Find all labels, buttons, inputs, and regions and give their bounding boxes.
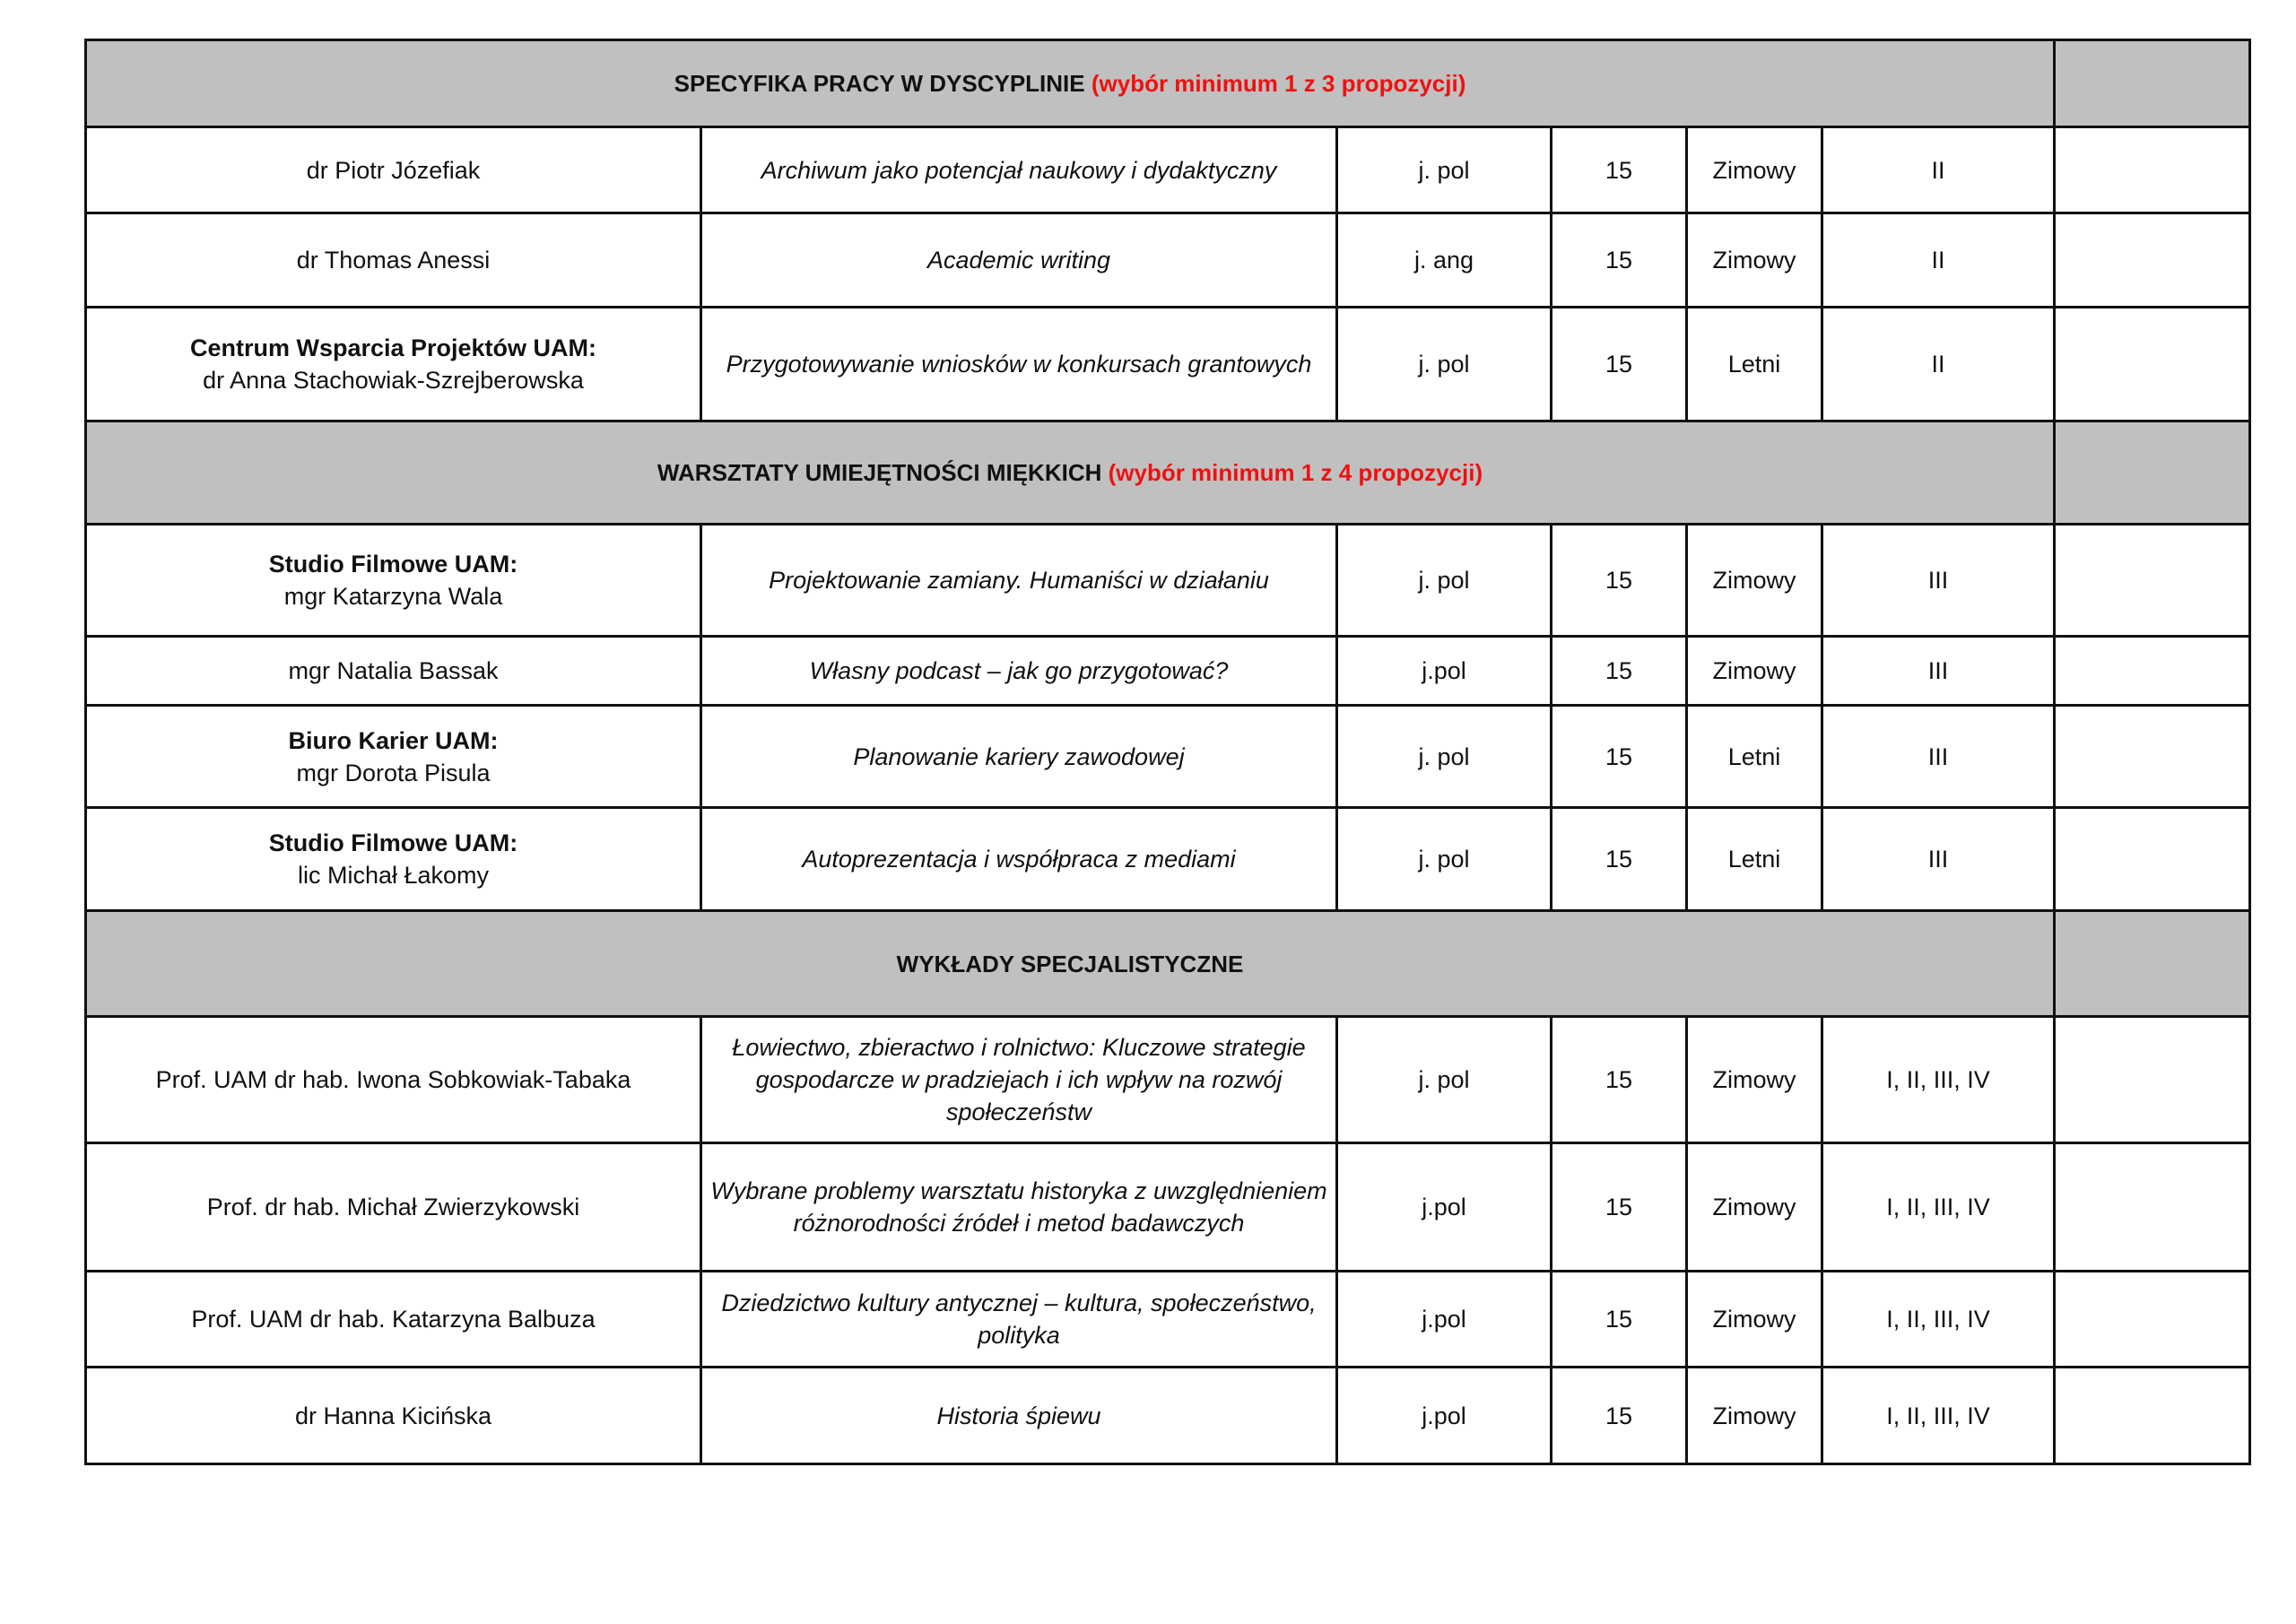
teacher-name: mgr Katarzyna Wala [283, 583, 503, 610]
hours-cell: 15 [1552, 637, 1687, 706]
extra-cell [2055, 213, 2250, 308]
language-cell: j.pol [1337, 1272, 1552, 1368]
table-row [86, 127, 2250, 213]
section-header-extra-cell [2055, 40, 2250, 127]
section-title: SPECYFIKA PRACY W DYSCYPLINIE [674, 70, 1085, 97]
table-row [86, 213, 2250, 308]
year-cell: III [1822, 637, 2055, 706]
hours-cell: 15 [1552, 808, 1687, 911]
section-header-extra-cell [2055, 421, 2250, 525]
teacher-name: dr Thomas Anessi [296, 247, 491, 274]
organization-name: Biuro Karier UAM: [288, 726, 499, 754]
teacher-cell [86, 1368, 701, 1464]
course-title: Projektowanie zamiany. Humaniści w działaniu [701, 525, 1337, 637]
teacher-name: mgr Dorota Pisula [296, 759, 491, 786]
teacher-name: lic Michał Łakomy [297, 862, 490, 889]
semester-cell: Zimowy [1687, 127, 1822, 213]
year-cell: III [1822, 808, 2055, 911]
table-row [86, 525, 2250, 637]
table-row [86, 808, 2250, 911]
hours-cell: 15 [1552, 213, 1687, 308]
section-header [86, 40, 2055, 127]
year-cell: II [1822, 308, 2055, 421]
language-cell: j. pol [1337, 706, 1552, 808]
semester-cell: Zimowy [1687, 213, 1822, 308]
teacher-cell [86, 308, 701, 421]
semester-cell: Zimowy [1687, 1368, 1822, 1464]
semester-cell: Zimowy [1687, 1272, 1822, 1368]
hours-cell: 15 [1552, 1143, 1687, 1272]
course-table [84, 39, 2251, 1465]
hours-cell: 15 [1552, 706, 1687, 808]
language-cell: j. pol [1337, 525, 1552, 637]
language-cell: j.pol [1337, 1143, 1552, 1272]
language-cell: j. pol [1337, 308, 1552, 421]
language-cell: j.pol [1337, 1368, 1552, 1464]
teacher-name: dr Anna Stachowiak-Szrejberowska [203, 367, 584, 394]
semester-cell: Zimowy [1687, 1017, 1822, 1143]
hours-cell: 15 [1552, 1368, 1687, 1464]
language-cell: j. pol [1337, 1017, 1552, 1143]
teacher-name: Prof. UAM dr hab. Iwona Sobkowiak-Tabaka [155, 1066, 631, 1093]
course-title: Wybrane problemy warsztatu historyka z uwzględnieniem różnorodności źródeł i metod badawczych [701, 1143, 1337, 1272]
course-title: Łowiectwo, zbieractwo i rolnictwo: Kluczowe strategie gospodarcze w pradziejach i ich wpływ na rozwój społeczeństw [701, 1017, 1337, 1143]
section-header [86, 911, 2055, 1017]
section-header-extra-cell [2055, 911, 2250, 1017]
table-row [86, 637, 2250, 706]
language-cell: j.pol [1337, 637, 1552, 706]
course-title: Dziedzictwo kultury antycznej – kultura, społeczeństwo, polityka [701, 1272, 1337, 1368]
extra-cell [2055, 1272, 2250, 1368]
section-header [86, 421, 2055, 525]
teacher-cell [86, 808, 701, 911]
section-note: (wybór minimum 1 z 4 propozycji) [1108, 459, 1483, 486]
course-title: Planowanie kariery zawodowej [701, 706, 1337, 808]
extra-cell [2055, 1017, 2250, 1143]
organization-name: Studio Filmowe UAM: [268, 829, 518, 856]
teacher-cell [86, 1017, 701, 1143]
teacher-name: Prof. UAM dr hab. Katarzyna Balbuza [191, 1306, 596, 1333]
year-cell: I, II, III, IV [1822, 1272, 2055, 1368]
course-title: Archiwum jako potencjał naukowy i dydaktyczny [701, 127, 1337, 213]
teacher-cell [86, 525, 701, 637]
teacher-name: dr Piotr Józefiak [306, 156, 481, 184]
teacher-cell [86, 706, 701, 808]
hours-cell: 15 [1552, 1272, 1687, 1368]
extra-cell [2055, 1143, 2250, 1272]
table-row [86, 1368, 2250, 1464]
section-title: WYKŁADY SPECJALISTYCZNE [896, 950, 1244, 977]
semester-cell: Letni [1687, 308, 1822, 421]
section-header-row [86, 421, 2250, 525]
table-row [86, 1143, 2250, 1272]
year-cell: I, II, III, IV [1822, 1017, 2055, 1143]
course-title: Autoprezentacja i współpraca z mediami [701, 808, 1337, 911]
section-header-row [86, 40, 2250, 127]
course-title: Przygotowywanie wniosków w konkursach grantowych [701, 308, 1337, 421]
course-title: Własny podcast – jak go przygotować? [701, 637, 1337, 706]
hours-cell: 15 [1552, 525, 1687, 637]
table-row [86, 1272, 2250, 1368]
table-row [86, 1017, 2250, 1143]
semester-cell: Zimowy [1687, 525, 1822, 637]
section-header-row [86, 911, 2250, 1017]
extra-cell [2055, 808, 2250, 911]
teacher-cell [86, 127, 701, 213]
teacher-name: dr Hanna Kicińska [294, 1402, 492, 1429]
language-cell: j. pol [1337, 127, 1552, 213]
hours-cell: 15 [1552, 1017, 1687, 1143]
year-cell: II [1822, 213, 2055, 308]
year-cell: I, II, III, IV [1822, 1143, 2055, 1272]
extra-cell [2055, 637, 2250, 706]
year-cell: III [1822, 525, 2055, 637]
hours-cell: 15 [1552, 308, 1687, 421]
year-cell: I, II, III, IV [1822, 1368, 2055, 1464]
teacher-cell [86, 637, 701, 706]
teacher-cell [86, 1272, 701, 1368]
semester-cell: Zimowy [1687, 1143, 1822, 1272]
language-cell: j. ang [1337, 213, 1552, 308]
organization-name: Studio Filmowe UAM: [268, 551, 518, 578]
section-title: WARSZTATY UMIEJĘTNOŚCI MIĘKKICH [657, 459, 1102, 486]
teacher-name: mgr Natalia Bassak [288, 657, 499, 684]
language-cell: j. pol [1337, 808, 1552, 911]
semester-cell: Letni [1687, 706, 1822, 808]
semester-cell: Zimowy [1687, 637, 1822, 706]
section-note: (wybór minimum 1 z 3 propozycji) [1091, 70, 1466, 97]
year-cell: III [1822, 706, 2055, 808]
table-row [86, 706, 2250, 808]
table-row [86, 308, 2250, 421]
teacher-name: Prof. dr hab. Michał Zwierzykowski [206, 1194, 580, 1220]
extra-cell [2055, 1368, 2250, 1464]
extra-cell [2055, 127, 2250, 213]
teacher-cell [86, 213, 701, 308]
course-title: Historia śpiewu [701, 1368, 1337, 1464]
extra-cell [2055, 525, 2250, 637]
semester-cell: Letni [1687, 808, 1822, 911]
extra-cell [2055, 706, 2250, 808]
hours-cell: 15 [1552, 127, 1687, 213]
teacher-cell [86, 1143, 701, 1272]
organization-name: Centrum Wsparcia Projektów UAM: [189, 334, 597, 361]
year-cell: II [1822, 127, 2055, 213]
extra-cell [2055, 308, 2250, 421]
course-title: Academic writing [701, 213, 1337, 308]
